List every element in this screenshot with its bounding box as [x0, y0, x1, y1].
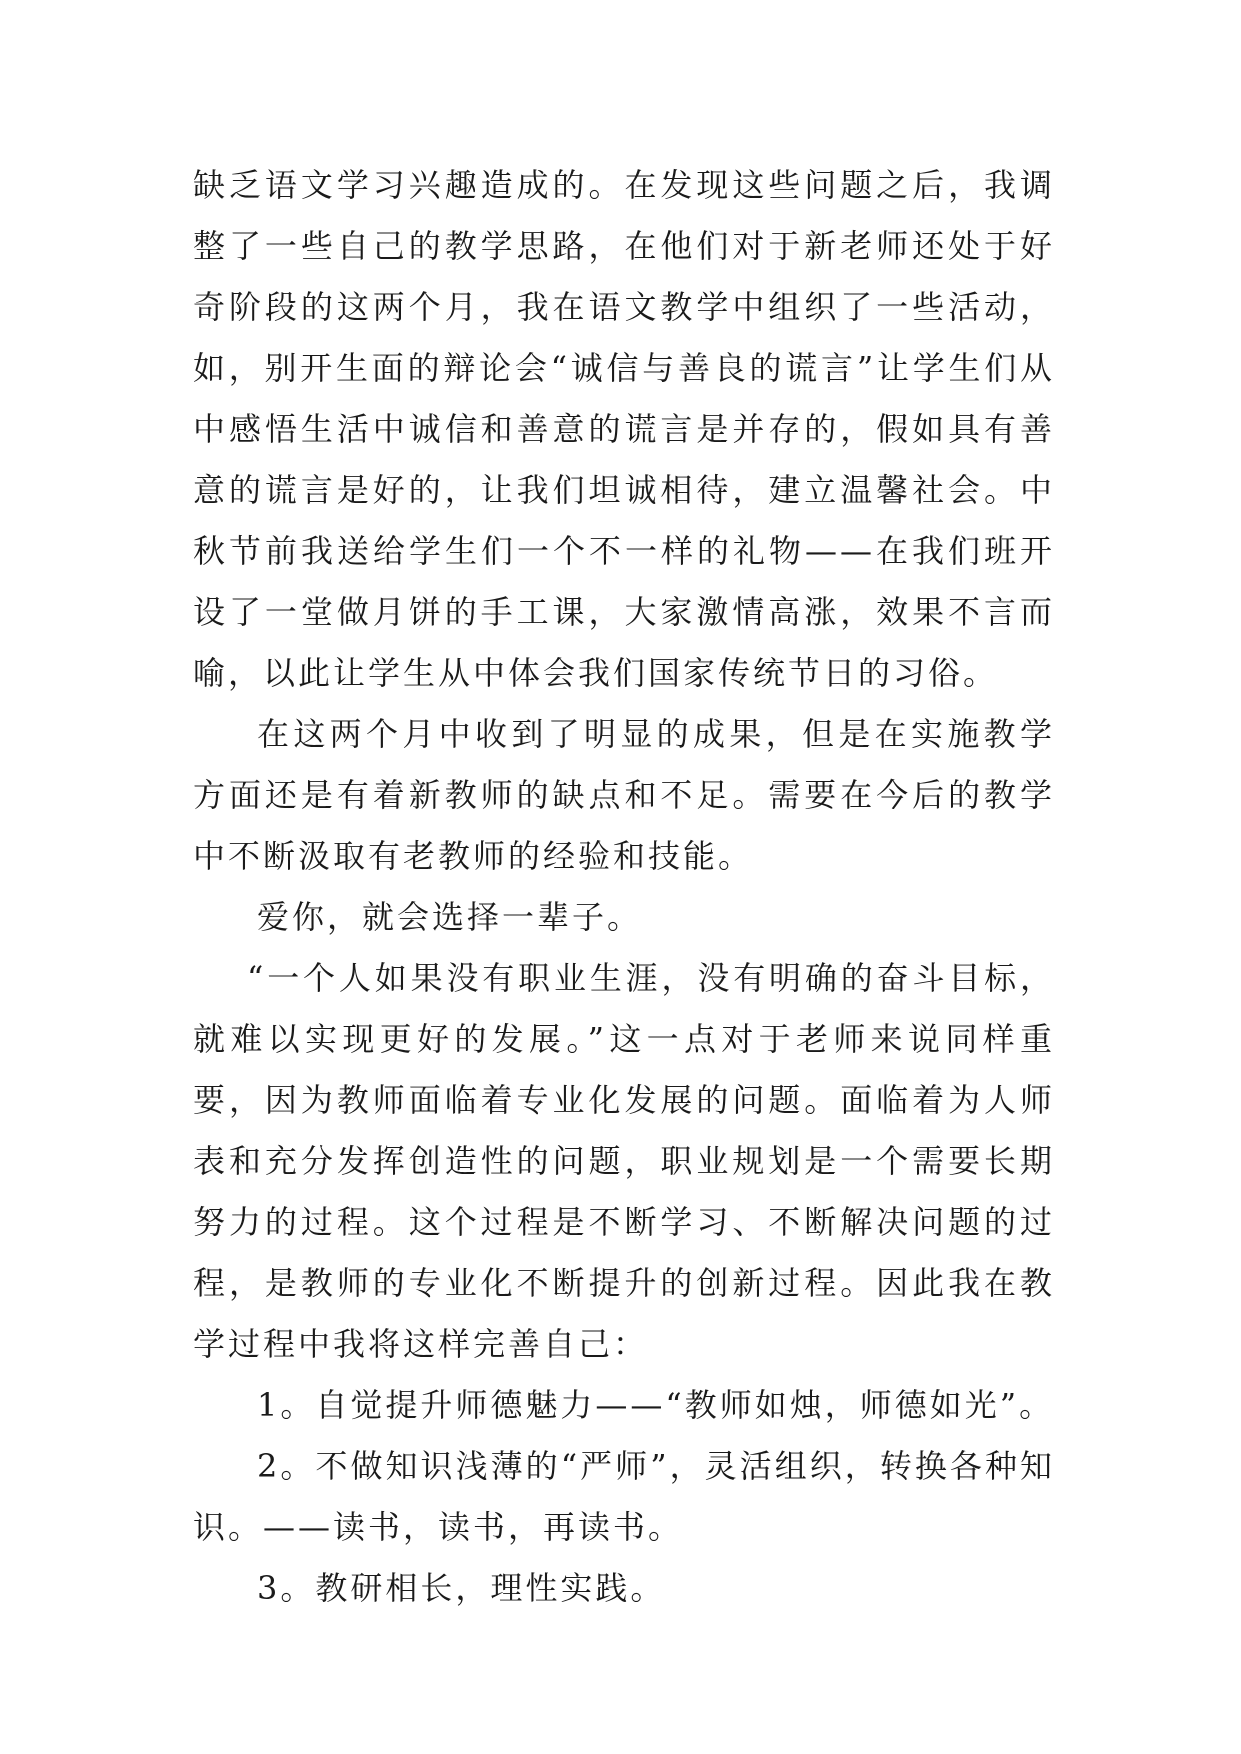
paragraph-love-choice: 爱你，就会选择一辈子。 [257, 898, 643, 936]
list-item-1: 1。自觉提升师德魅力——“教师如烛，师德如光”。 [257, 1386, 1055, 1424]
list-item-3: 3。教研相长，理性实践。 [257, 1569, 666, 1607]
paragraph-continued-activities: 缺乏语文学习兴趣造成的。在发现这些问题之后，我调整了一些自己的教学思路，在他们对于新老师还处于好奇阶段的这两个月，我在语文教学中组织了一些活动，如，别开生面的辩论会“诚信与善良的谎言”让学生们从中感悟生活中诚信和善意的谎言是并存的，假如具有善意的谎言是好的，让我们坦诚相待，建立温馨社会。中秋节前我送给学生们一个不一样的礼物——在我们班开设了一堂做月饼的手工课，大家激情高涨，效果不言而喻，以此让学生从中体会我们国家传统节日的习俗。 [193, 166, 1055, 692]
list-item-2: 2。不做知识浅薄的“严师”，灵活组织，转换各种知识。——读书，读书，再读书。 [193, 1447, 1055, 1546]
document-body [193, 155, 1055, 1619]
paragraph-results: 在这两个月中收到了明显的成果，但是在实施教学方面还是有着新教师的缺点和不足。需要在今后的教学中不断汲取有老教师的经验和技能。 [193, 715, 1055, 875]
paragraph-career-plan: “一个人如果没有职业生涯，没有明确的奋斗目标，就难以实现更好的发展。”这一点对于老师来说同样重要，因为教师面临着专业化发展的问题。面临着为人师表和充分发挥创造性的问题，职业规划是一个需要长期努力的过程。这个过程是不断学习、不断解决问题的过程，是教师的专业化不断提升的创新过程。因此我在教学过程中我将这样完善自己： [193, 959, 1055, 1363]
